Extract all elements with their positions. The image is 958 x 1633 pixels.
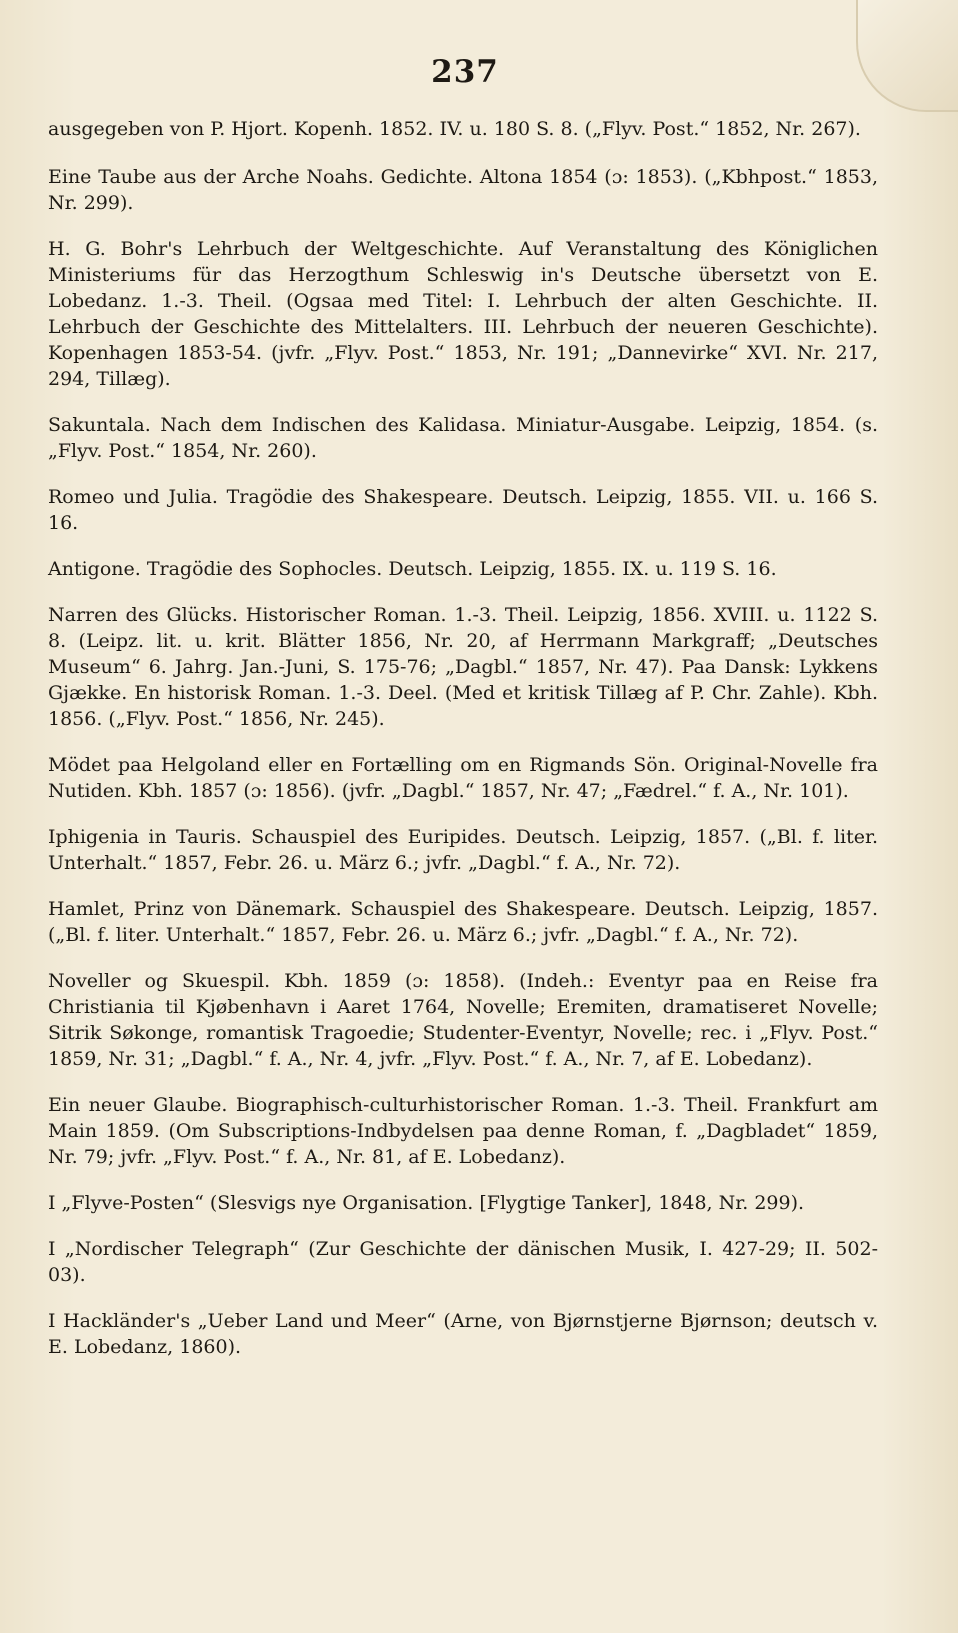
- bibliography-entry: Narren des Glücks. Historischer Roman. 1.-3. Theil. Leipzig, 1856. XVIII. u. 1122 S. 8. (Leipz. lit. u. krit. Blätter 1856, Nr. 20, af Herrmann Markgraff; „Deutsches Museum“ 6. Jahrg. Jan.-Juni, S. 175-76; „Dagbl.“ 1857, Nr. 47). Paa Dansk: Lykkens Gjække. En historisk Roman. 1.-3. Deel. (Med et kritisk Tillæg af P. Chr. Zahle). Kbh. 1856. („Flyv. Post.“ 1856, Nr. 245).: [48, 604, 878, 730]
- bibliography-entry: Eine Taube aus der Arche Noahs. Gedichte. Altona 1854 (ɔ: 1853). („Kbhpost.“ 1853, Nr. 299).: [48, 166, 878, 214]
- bibliography-entry: ausgegeben von P. Hjort. Kopenh. 1852. IV. u. 180 S. 8. („Flyv. Post.“ 1852, Nr. 267).: [48, 118, 861, 140]
- bibliography-entry: Noveller og Skuespil. Kbh. 1859 (ɔ: 1858). (Indeh.: Eventyr paa en Reise fra Christiania til Kjøbenhavn i Aaret 1764, Novelle; Eremiten, dramatiseret Novelle; Sitrik Søkonge, romantisk Tragoedie; Studenter-Eventyr, Novelle; rec. i „Flyv. Post.“ 1859, Nr. 31; „Dagbl.“ f. A., Nr. 4, jvfr. „Flyv. Post.“ f. A., Nr. 7, af E. Lobedanz).: [48, 970, 878, 1070]
- bibliography-entry: Mödet paa Helgoland eller en Fortælling om en Rigmands Sön. Original-Novelle fra Nutiden. Kbh. 1857 (ɔ: 1856). (jvfr. „Dagbl.“ 1857, Nr. 47; „Fædrel.“ f. A., Nr. 101).: [48, 754, 878, 802]
- bibliography-entry: Ein neuer Glaube. Biographisch-culturhistorischer Roman. 1.-3. Theil. Frankfurt am Main 1859. (Om Subscriptions-Indbydelsen paa denne Roman, f. „Dagbladet“ 1859, Nr. 79; jvfr. „Flyv. Post.“ f. A., Nr. 81, af E. Lobedanz).: [48, 1094, 878, 1168]
- bibliography-entry: Hamlet, Prinz von Dänemark. Schauspiel des Shakespeare. Deutsch. Leipzig, 1857. („Bl. f. liter. Unterhalt.“ 1857, Febr. 26. u. März 6.; jvfr. „Dagbl.“ f. A., Nr. 72).: [48, 898, 878, 946]
- bibliography-list: [48, 116, 878, 1380]
- page-number: 237: [431, 54, 499, 90]
- bibliography-entry: I „Flyve-Posten“ (Slesvigs nye Organisation. [Flygtige Tanker], 1848, Nr. 299).: [48, 1192, 805, 1214]
- bibliography-entry: H. G. Bohr's Lehrbuch der Weltgeschichte. Auf Veranstaltung des Königlichen Ministeriums für das Herzogthum Schleswig in's Deutsche übersetzt von E. Lobedanz. 1.-3. Theil. (Ogsaa med Titel: I. Lehrbuch der alten Geschichte. II. Lehrbuch der Geschichte des Mittelalters. III. Lehrbuch der neueren Geschichte). Kopenhagen 1853-54. (jvfr. „Flyv. Post.“ 1853, Nr. 191; „Dannevirke“ XVI. Nr. 217, 294, Tillæg).: [48, 238, 878, 390]
- bibliography-entry: Romeo und Julia. Tragödie des Shakespeare. Deutsch. Leipzig, 1855. VII. u. 166 S. 16.: [48, 486, 878, 534]
- bibliography-entry: Iphigenia in Tauris. Schauspiel des Euripides. Deutsch. Leipzig, 1857. („Bl. f. liter. Unterhalt.“ 1857, Febr. 26. u. März 6.; jvfr. „Dagbl.“ f. A., Nr. 72).: [48, 826, 878, 874]
- bibliography-entry: Antigone. Tragödie des Sophocles. Deutsch. Leipzig, 1855. IX. u. 119 S. 16.: [48, 558, 777, 580]
- bibliography-entry: I Hackländer's „Ueber Land und Meer“ (Arne, von Bjørnstjerne Bjørnson; deutsch v. E. Lobedanz, 1860).: [48, 1310, 878, 1358]
- bibliography-entry: I „Nordischer Telegraph“ (Zur Geschichte der dänischen Musik, I. 427-29; II. 502-03).: [48, 1238, 878, 1286]
- bibliography-entry: Sakuntala. Nach dem Indischen des Kalidasa. Miniatur-Ausgabe. Leipzig, 1854. (s. „Flyv. Post.“ 1854, Nr. 260).: [48, 414, 878, 462]
